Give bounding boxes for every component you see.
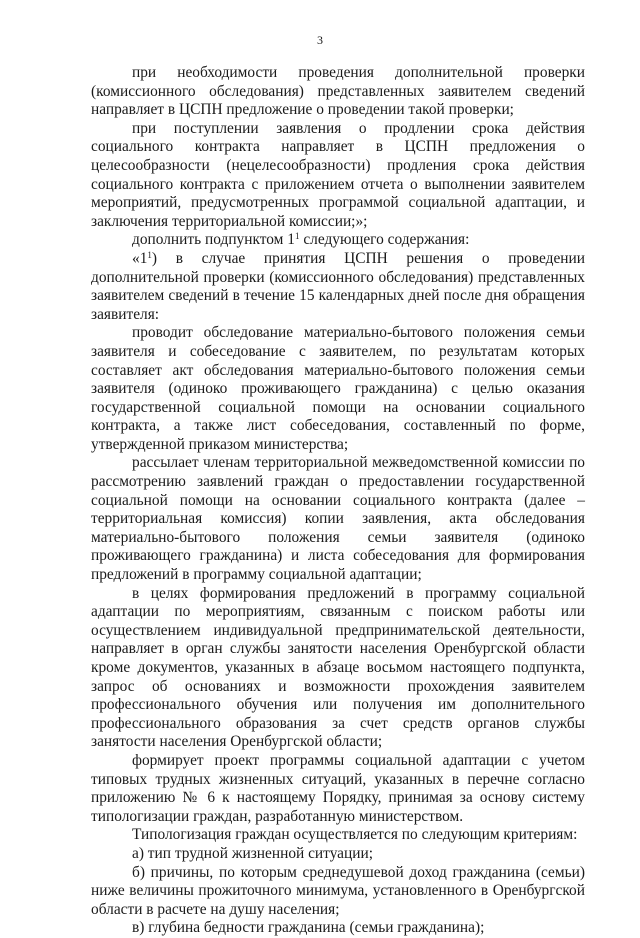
paragraph-add-subitem: [91, 231, 585, 250]
paragraph-employment-request: в целях формирования предложений в программу социальной адаптации по мероприятиям, связанным с поиском работы или осуществлением индивидуальной предпринимательской деятельности, направляет в орган службы занятости населения Оренбургской области кроме документов, указанных в абзаце восьмом настоящего подпункта, запрос об основаниях и возможности прохождения заявителем профессионального обучения или получения им дополнительного профессионального образования за счет средств органов службы занятости населения Оренбургской области;: [91, 584, 585, 751]
paragraph-contract-extension: при поступлении заявления о продлении срока действия социального контракта направляет в ЦСПН предложения о целесообразности (нецелесообразности) продления срока действия социального контракта с приложением отчета о выполнении заявителем мероприятий, предусмотренных программой социальной адаптации, и заключения территориальной комиссии;»;: [91, 119, 585, 230]
paragraph-distribution: рассылает членам территориальной межведомственной комиссии по рассмотрению заявлений граждан о предоставлении государственной социальной помощи на основании социального контракта (далее – территориальная комиссия) копии заявления, акта обследования материально-бытового положения семьи заявителя (одиноко проживающего гражданина) и листа собеседования для формирования предложений в программу социальной адаптации;: [91, 454, 585, 584]
document-body: [91, 64, 585, 938]
paragraph-criterion-v: в) глубина бедности гражданина (семьи гражданина);: [132, 919, 485, 937]
paragraph-subitem-1-1: [91, 250, 585, 324]
paragraph-criterion-a: а) тип трудной жизненной ситуации;: [132, 844, 373, 862]
add-subitem-text-start: дополнить подпунктом 1: [132, 231, 295, 249]
add-subitem-superscript: 1: [294, 231, 300, 242]
paragraph-inspection: проводит обследование материально-бытового положения семьи заявителя и собеседование с заявителем, по результатам которых составляет акт обследования материально-бытового положения семьи заявителя (одиноко проживающего гражданина) с целью оказания государственной социальной помощи на основании социального контракта, а также лист собеседования, составленный по форме, утвержденной приказом министерства;: [91, 324, 585, 453]
add-subitem-text-end: следующего содержания:: [299, 231, 470, 249]
subitem-text-start: «1: [132, 249, 148, 267]
subitem-superscript: 1: [147, 249, 152, 260]
paragraph-typology-criteria: Типологизация граждан осуществляется по следующим критериям:: [132, 826, 578, 844]
paragraph-additional-check: при необходимости проведения дополнительной проверки (комиссионного обследования) представленных заявителем сведений направляет в ЦСПН предложение о проведении такой проверки;: [91, 64, 585, 119]
subitem-text-end: ) в случае принятия ЦСПН решения о проведении дополнительной проверки (комиссионного обследования) представленных заявителем сведений в течение 15 календарных дней после дня обращения заявителя:: [91, 249, 585, 323]
paragraph-program-draft: формирует проект программы социальной адаптации с учетом типовых трудных жизненных ситуаций, указанных в перечне согласно приложению № 6 к настоящему Порядку, принимая за основу систему типологизации граждан, разработанную министерством.: [91, 751, 585, 825]
paragraph-criterion-b: б) причины, по которым среднедушевой доход гражданина (семьи) ниже величины прожиточного минимума, установленного в Оренбургской области в расчете на душу населения;: [91, 863, 585, 918]
page-number: 3: [317, 33, 323, 47]
